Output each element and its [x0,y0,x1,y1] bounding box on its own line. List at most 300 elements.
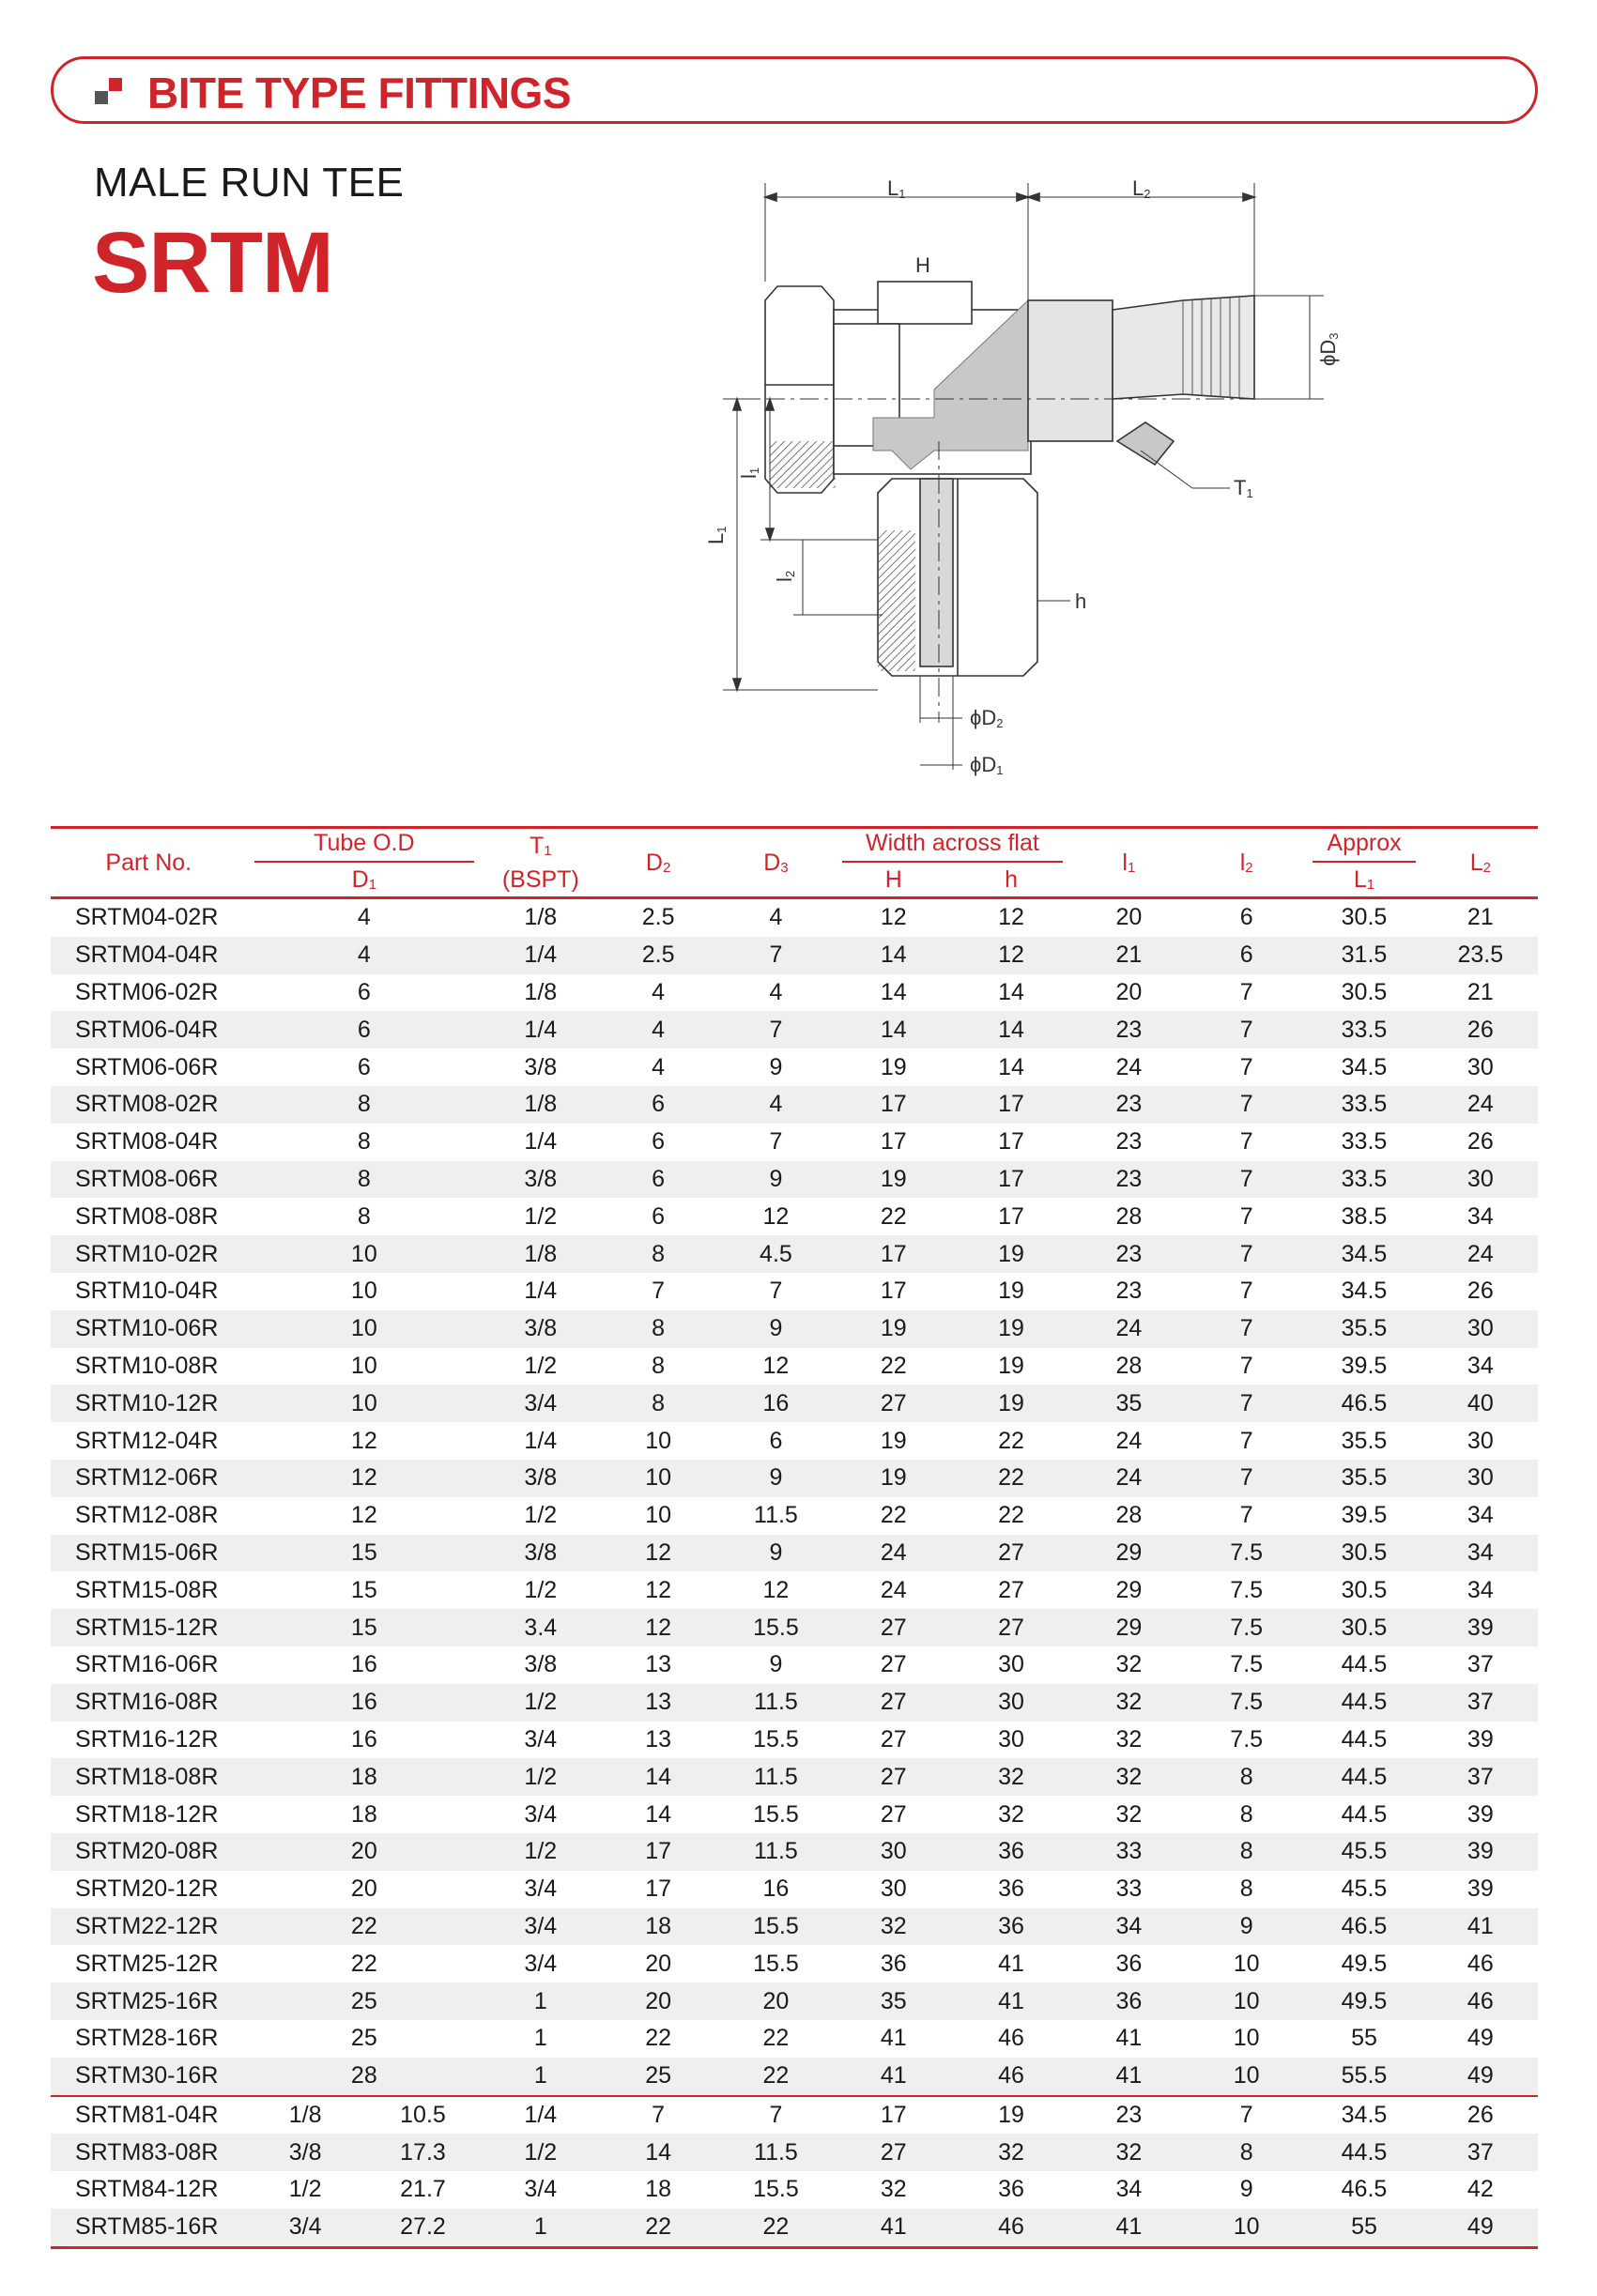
value-cell: 1/4 [482,1011,599,1049]
header-t1: $T_1$ [530,832,552,859]
value-cell: 14 [998,1053,1024,1080]
part-number-cell: SRTM08-08R [75,1202,219,1230]
value-cell: 30 [1423,1310,1538,1348]
product-subtitle: MALE RUN TEE [94,160,405,206]
value-cell: 11.5 [717,1684,835,1722]
part-number-cell: SRTM81-04R [51,2096,247,2135]
value-cell: 8 [599,1310,716,1348]
value-cell: 33.5 [1305,1011,1422,1049]
value-cell: 49.5 [1341,1950,1388,1977]
part-number-cell: SRTM16-06R [75,1651,219,1678]
value-cell: 44.5 [1305,2134,1422,2171]
value-cell: 6 [1239,904,1253,931]
value-cell: 17 [599,1833,716,1871]
header-tube-od: Tube O.D [254,830,475,863]
value-cell: 19 [952,1235,1069,1273]
value-cell: 24 [1115,1427,1143,1454]
value-cell: 20 [1115,978,1143,1005]
value-cell: 14 [835,1011,952,1049]
value-cell: 30 [952,1684,1069,1722]
value-cell: 30.5 [1305,1609,1422,1646]
value-cell: 30.5 [1341,978,1388,1005]
value-cell: 36 [998,2176,1024,2203]
value-cell: 19 [998,1278,1024,1305]
value-cell: 4 [652,978,666,1005]
value-cell: 7 [1239,978,1253,1005]
value-cell: 32 [998,1800,1024,1828]
table-row [51,1310,1538,1348]
value-cell: 36 [880,1950,907,1977]
value-cell: 37 [1423,1758,1538,1796]
value-cell: 12 [762,1202,790,1230]
value-cell: 22 [880,1352,907,1379]
value-cell: 6 [652,1202,666,1230]
value-cell: 3/4 [524,1875,558,1903]
value-cell: 4 [599,1011,716,1049]
value-cell: 27 [835,1758,952,1796]
table-row [51,2020,1538,2058]
value-cell: 15.5 [753,1725,799,1753]
value-cell: 15 [247,1535,483,1572]
value-cell: 31.5 [1305,937,1422,974]
value-cell: 30 [835,1833,952,1871]
value-cell: 39 [1423,1833,1538,1871]
table-row [51,1497,1538,1535]
header-width-across-flat: Width across flat [842,830,1063,863]
value-cell: 46 [1423,1982,1538,2020]
value-cell: 3/8 [482,1460,599,1497]
part-number-cell: SRTM06-06R [75,1053,219,1080]
value-cell: 1/2 [524,1352,558,1379]
value-cell: 30.5 [1341,904,1388,931]
value-cell: 16 [762,1875,790,1903]
value-cell: 6 [1188,937,1305,974]
table-row [51,937,1538,974]
part-number-cell: SRTM04-02R [75,904,219,931]
value-cell: 7.5 [1230,1576,1264,1603]
value-cell: 1/2 [482,1758,599,1796]
part-number-cell: SRTM10-08R [75,1352,219,1379]
value-cell: 9 [717,1310,835,1348]
value-cell: 16 [247,1684,483,1722]
value-cell: 22 [599,2209,716,2247]
part-number-cell: SRTM20-08R [51,1833,247,1871]
header-approx: Approx [1313,830,1415,863]
value-cell: 30 [998,1725,1024,1753]
value-cell: 7 [1188,2096,1305,2135]
value-cell: 7 [652,1278,666,1305]
value-cell: 39.5 [1341,1352,1388,1379]
value-cell: 6 [357,1053,371,1080]
value-cell: 23 [1070,1235,1188,1273]
value-cell: 7 [1239,1502,1253,1529]
part-number-cell: SRTM28-16R [75,2025,219,2052]
value-cell: 10 [247,1310,483,1348]
part-number-cell: SRTM04-04R [51,937,247,974]
value-cell: 34 [1423,1535,1538,1572]
value-cell: 19 [835,1310,952,1348]
value-cell: 23 [1070,2096,1188,2135]
value-cell: 49 [1423,2058,1538,2096]
value-cell: 13 [599,1684,716,1722]
part-number-cell: SRTM08-06R [51,1161,247,1199]
value-cell: 1/8 [247,2096,364,2135]
part-number-cell: SRTM10-02R [51,1235,247,1273]
value-cell: 8 [599,1385,716,1422]
value-cell: 32 [1070,1758,1188,1796]
value-cell: 9 [769,1651,783,1678]
value-cell: 28 [1115,1202,1143,1230]
value-cell: 20 [645,1950,672,1977]
value-cell: 16 [350,1651,377,1678]
value-cell: 3/8 [247,2134,364,2171]
value-cell: 24 [1070,1310,1188,1348]
header-d1: $D_1$ [351,865,377,893]
value-cell: 27 [952,1535,1069,1572]
value-cell: 44.5 [1305,1758,1422,1796]
value-cell: 7.5 [1230,1651,1264,1678]
table-row [51,1945,1538,1982]
table-row [51,2134,1538,2171]
value-cell: 17 [880,1128,907,1156]
value-cell: 6 [247,1011,483,1049]
value-cell: 6 [357,978,371,1005]
value-cell: 17 [835,1235,952,1273]
value-cell: 22 [247,1908,483,1946]
table-row [51,1833,1538,1871]
table-row [51,1609,1538,1646]
value-cell: 15.5 [717,1908,835,1946]
part-number-cell: SRTM30-16R [51,2058,247,2096]
value-cell: 36 [1115,1950,1143,1977]
value-cell: 3/8 [524,1053,558,1080]
value-cell: 10 [1188,2209,1305,2247]
label-H: H [915,253,930,277]
value-cell: 7 [1239,1352,1253,1379]
value-cell: 7.5 [1188,1609,1305,1646]
table-row [51,1049,1538,1086]
value-cell: 10 [645,1427,672,1454]
value-cell: 7 [1188,1385,1305,1422]
part-number-cell: SRTM12-08R [75,1502,219,1529]
value-cell: 18 [599,1908,716,1946]
value-cell: 19 [835,1161,952,1199]
value-cell: 34.5 [1305,1235,1422,1273]
label-T1: T1 [1234,476,1253,500]
value-cell: 10 [645,1502,672,1529]
value-cell: 22 [998,1502,1024,1529]
value-cell: 19 [880,1427,907,1454]
value-cell: 33.5 [1305,1161,1422,1199]
value-cell: 36 [998,1875,1024,1903]
value-cell: 4.5 [717,1235,835,1273]
header-L2: $L_2$ [1469,849,1491,876]
part-number-cell: SRTM22-12R [51,1908,247,1946]
value-cell: 7.5 [1188,1535,1305,1572]
value-cell: 12 [599,1609,716,1646]
value-cell: 7 [1188,1310,1305,1348]
value-cell: 13 [645,1651,672,1678]
value-cell: 30 [998,1651,1024,1678]
header-bspt: (BSPT) [501,865,579,893]
value-cell: 1/2 [524,1202,558,1230]
value-cell: 22 [645,2025,672,2052]
value-cell: 36 [1070,1982,1188,2020]
value-cell: 36 [952,1908,1069,1946]
value-cell: 7 [1188,1086,1305,1124]
value-cell: 46.5 [1341,2176,1388,2203]
value-cell: 15 [247,1609,483,1646]
value-cell: 28 [1115,1502,1143,1529]
value-cell: 39 [1466,1800,1494,1828]
value-cell: 41 [1115,2025,1143,2052]
section-banner [51,56,1538,124]
value-cell: 14 [952,1011,1069,1049]
value-cell: 19 [835,1460,952,1497]
value-cell: 25 [350,2025,377,2052]
value-cell: 34.5 [1305,2096,1422,2135]
value-cell: 22 [880,1502,907,1529]
value-cell: 15.5 [753,2176,799,2203]
value-cell: 8 [357,1128,371,1156]
value-cell: 22 [998,1427,1024,1454]
table-row [51,1722,1538,1759]
value-cell: 9 [717,1535,835,1572]
value-cell: 22 [717,2058,835,2096]
value-cell: 2.5 [599,937,716,974]
value-cell: 19 [880,1053,907,1080]
value-cell: 44.5 [1305,1684,1422,1722]
value-cell: 22 [880,1202,907,1230]
value-cell: 10 [1188,1982,1305,2020]
value-cell: 39 [1466,1725,1494,1753]
value-cell: 3/4 [524,1725,558,1753]
value-cell: 7 [769,1278,783,1305]
value-cell: 55 [1305,2209,1422,2247]
value-cell: 3/4 [524,1800,558,1828]
value-cell: 2.5 [641,904,675,931]
value-cell: 45.5 [1341,1875,1388,1903]
value-cell: 17 [952,1161,1069,1199]
value-cell: 24 [880,1576,907,1603]
part-number-cell: SRTM15-08R [75,1576,219,1603]
value-cell: 34.5 [1341,1053,1388,1080]
product-model: SRTM [92,215,333,311]
value-cell: 30.5 [1305,1535,1422,1572]
value-cell: 14 [599,2134,716,2171]
value-cell: 6 [599,1161,716,1199]
value-cell: 1 [482,2209,599,2247]
value-cell: 24 [1115,1053,1143,1080]
value-cell: 20 [350,1875,377,1903]
value-cell: 4 [357,904,371,931]
value-cell: 32 [952,1758,1069,1796]
value-cell: 12 [762,1576,790,1603]
value-cell: 17 [835,2096,952,2135]
value-cell: 21 [1466,904,1494,931]
value-cell: 7 [1239,1128,1253,1156]
value-cell: 7 [1239,1427,1253,1454]
value-cell: 41 [1070,2058,1188,2096]
value-cell: 3/8 [482,1535,599,1572]
value-cell: 1/2 [482,1833,599,1871]
value-cell: 30 [1423,1161,1538,1199]
table-row [51,1385,1538,1422]
value-cell: 7 [1188,1460,1305,1497]
table-row [51,1422,1538,1460]
value-cell: 4 [652,1053,666,1080]
table-row [51,1535,1538,1572]
header-L1: $L_1$ [1353,865,1375,893]
value-cell: 10 [247,1235,483,1273]
value-cell: 1/4 [524,1278,558,1305]
value-cell: 1/2 [482,2134,599,2171]
label-L1-top: L1 [887,176,906,201]
value-cell: 27 [835,1609,952,1646]
value-cell: 32 [1115,1651,1143,1678]
value-cell: 27 [835,2134,952,2171]
table-row [51,1198,1538,1235]
value-cell: 22 [350,1950,377,1977]
table-row [51,1235,1538,1273]
value-cell: 18 [350,1800,377,1828]
value-cell: 46 [998,2025,1024,2052]
value-cell: 35.5 [1341,1427,1388,1454]
value-cell: 6 [599,1086,716,1124]
value-cell: 1/4 [524,1128,558,1156]
value-cell: 44.5 [1341,1800,1388,1828]
value-cell: 12 [350,1427,377,1454]
value-cell: 15.5 [717,1609,835,1646]
value-cell: 1 [533,2025,547,2052]
value-cell: 11.5 [717,2134,835,2171]
table-row [51,1796,1538,1833]
value-cell: 44.5 [1341,1651,1388,1678]
value-cell: 32 [1115,1725,1143,1753]
value-cell: 29 [1115,1576,1143,1603]
value-cell: 7 [717,937,835,974]
value-cell: 1 [482,1982,599,2020]
value-cell: 17.3 [364,2134,482,2171]
value-cell: 41 [835,2058,952,2096]
part-number-cell: SRTM18-12R [75,1800,219,1828]
value-cell: 8 [652,1352,666,1379]
table-row [51,2171,1538,2209]
value-cell: 10.5 [364,2096,482,2135]
value-cell: 35 [1070,1385,1188,1422]
value-cell: 38.5 [1341,1202,1388,1230]
value-cell: 23.5 [1423,937,1538,974]
value-cell: 17 [645,1875,672,1903]
value-cell: 19 [952,2096,1069,2135]
value-cell: 27 [952,1609,1069,1646]
value-cell: 27 [880,1651,907,1678]
table-row [51,1684,1538,1722]
part-number-cell: SRTM25-16R [51,1982,247,2020]
value-cell: 23 [1070,1011,1188,1049]
value-cell: 21 [1466,978,1494,1005]
value-cell: 49.5 [1305,1982,1422,2020]
value-cell: 7 [1188,1161,1305,1199]
value-cell: 10 [350,1352,377,1379]
value-cell: 1/2 [288,2176,322,2203]
value-cell: 34 [1466,1202,1494,1230]
value-cell: 10 [1233,2025,1260,2052]
value-cell: 16 [717,1385,835,1422]
part-number-cell: SRTM18-08R [51,1758,247,1796]
value-cell: 12 [645,1576,672,1603]
table-row [51,1908,1538,1946]
part-number-cell: SRTM15-06R [51,1535,247,1572]
value-cell: 12 [762,1352,790,1379]
value-cell: 23 [1115,1128,1143,1156]
value-cell: 12 [998,904,1024,931]
value-cell: 15.5 [753,1800,799,1828]
value-cell: 15 [350,1576,377,1603]
value-cell: 3/8 [482,1310,599,1348]
value-cell: 11.5 [754,1502,798,1529]
value-cell: 8 [357,1202,371,1230]
value-cell: 46.5 [1305,1385,1422,1422]
table-row [51,1758,1538,1796]
part-number-cell: SRTM84-12R [75,2176,219,2203]
value-cell: 27 [835,1684,952,1722]
table-row [51,2096,1538,2135]
value-cell: 7 [1188,1235,1305,1273]
value-cell: 49 [1423,2209,1538,2247]
label-h: h [1075,589,1087,613]
value-cell: 1/2 [482,1684,599,1722]
value-cell: 27 [835,1385,952,1422]
value-cell: 14 [599,1758,716,1796]
value-cell: 1/4 [482,937,599,974]
value-cell: 27.2 [364,2209,482,2247]
value-cell: 1/8 [524,978,558,1005]
value-cell: 30 [1466,1427,1494,1454]
value-cell: 41 [952,1982,1069,2020]
part-number-cell: SRTM06-02R [75,978,219,1005]
table-row [51,1348,1538,1385]
part-number-cell: SRTM08-02R [51,1086,247,1124]
value-cell: 17 [952,1086,1069,1124]
value-cell: 6 [652,1128,666,1156]
value-cell: 34.5 [1341,1278,1388,1305]
value-cell: 3/8 [524,1651,558,1678]
value-cell: 30.5 [1341,1576,1388,1603]
label-D2: ϕD2 [970,706,1004,730]
value-cell: 3/4 [524,1950,558,1977]
value-cell: 10 [350,1278,377,1305]
value-cell: 8 [1188,1758,1305,1796]
value-cell: 7 [1239,1053,1253,1080]
value-cell: 23 [1070,1086,1188,1124]
value-cell: 41 [835,2209,952,2247]
value-cell: 7 [717,1011,835,1049]
value-cell: 55 [1351,2025,1377,2052]
value-cell: 30 [880,1875,907,1903]
value-cell: 1/8 [482,1086,599,1124]
header-d3: $D_3$ [763,849,789,876]
label-D3: ϕD3 [1316,332,1341,366]
part-number-cell: SRTM10-06R [51,1310,247,1348]
value-cell: 46 [952,2209,1069,2247]
table-row [51,1273,1538,1310]
value-cell: 10 [247,1385,483,1422]
value-cell: 26 [1423,2096,1538,2135]
value-cell: 16 [350,1725,377,1753]
value-cell: 17 [835,1086,952,1124]
value-cell: 8 [247,1161,483,1199]
